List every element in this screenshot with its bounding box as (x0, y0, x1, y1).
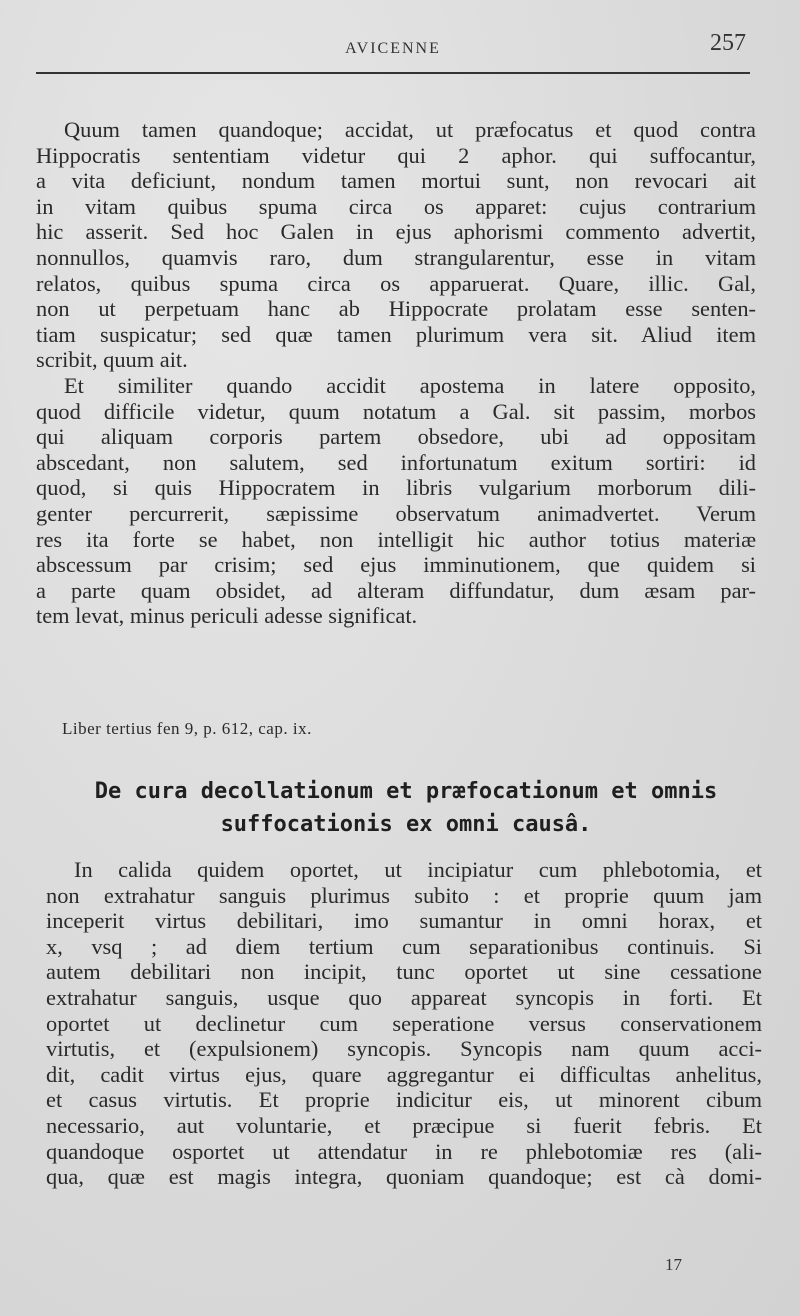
text-line: necessario, aut voluntarie, et præcipue si fuerit febris. Et (46, 1112, 762, 1138)
running-head: AVICENNE (345, 40, 441, 57)
text-line: nonnullos, quamvis raro, dum strangularentur, esse in vitam (36, 244, 756, 270)
text-line: inceperit virtus debilitari, imo sumantur in omni horax, et (46, 908, 762, 934)
text-line: tiam suspicatur; sed quæ tamen plurimum vera sit. Aliud item (36, 321, 756, 347)
text-line: virtutis, et (expulsionem) syncopis. Syncopis nam quum acci- (46, 1036, 762, 1062)
text-line: Hippocratis sententiam videtur qui 2 aphor. qui suffocantur, (36, 142, 756, 168)
section-title (36, 775, 776, 841)
source-citation: Liber tertius fen 9, p. 612, cap. ix. (62, 719, 312, 738)
body-text-top (36, 117, 756, 629)
text-line: extrahatur sanguis, usque quo appareat syncopis in forti. Et (46, 984, 762, 1010)
text-line: non extrahatur sanguis plurimus subito : et proprie quum jam (46, 882, 762, 908)
text-line: dit, cadit virtus ejus, quare aggregantur ei difficultas anhelitus, (46, 1061, 762, 1087)
text-line: et casus virtutis. Et proprie indicitur eis, ut minorent cibum (46, 1087, 762, 1113)
section-title-line-1: De cura decollationum et præfocationum et omnis (94, 779, 718, 804)
paragraph-2 (36, 373, 756, 629)
text-line: abscedant, non salutem, sed infortunatum exitum sortiri: id (36, 449, 756, 475)
page-number: 257 (710, 30, 746, 56)
text-line: Quum tamen quandoque; accidat, ut præfocatus et quod contra (64, 117, 756, 142)
text-line: genter percurrerit, sæpissime observatum animadvertet. Verum (36, 500, 756, 526)
text-line: in vitam quibus spuma circa os apparet: cujus contrarium (36, 193, 756, 219)
signature-number: 17 (665, 1255, 682, 1274)
text-line: relatos, quibus spuma circa os apparuerat. Quare, illic. Gal, (36, 270, 756, 296)
text-line: scribit, quum ait. (36, 347, 188, 373)
text-line: qui aliquam corporis partem obsedore, ubi ad oppositam (36, 424, 756, 450)
text-line: non ut perpetuam hanc ab Hippocrate prolatam esse senten- (36, 296, 756, 322)
text-line: autem debilitari non incipit, tunc oportet ut sine cessatione (46, 959, 762, 985)
text-line: oportet ut declinetur cum seperatione versus conservationem (46, 1010, 762, 1036)
section-title-line-2: suffocationis ex omni causâ. (220, 812, 592, 837)
text-line: x, vsq ; ad diem tertium cum separationibus continuis. Si (46, 933, 762, 959)
body-text-bottom (46, 857, 762, 1190)
text-line: In calida quidem oportet, ut incipiatur cum phlebotomia, et (74, 857, 762, 882)
text-line: quod, si quis Hippocratem in libris vulgarium morborum dili- (36, 475, 756, 501)
page-header (36, 28, 750, 74)
text-line: tem levat, minus periculi adesse significat. (36, 603, 418, 629)
paragraph-3 (46, 857, 762, 1190)
text-line: res ita forte se habet, non intelligit hic author totius materiæ (36, 526, 756, 552)
text-line: a parte quam obsidet, ad alteram diffundatur, dum æsam par- (36, 577, 756, 603)
text-line: qua, quæ est magis integra, quoniam quandoque; est cà domi- (46, 1164, 762, 1190)
text-line: a vita deficiunt, nondum tamen mortui sunt, non revocari ait (36, 168, 756, 194)
text-line: abscessum par crisim; sed ejus imminutionem, que quidem si (36, 552, 756, 578)
text-line: quandoque osportet ut attendatur in re phlebotomiæ res (ali- (46, 1138, 762, 1164)
text-line: hic asserit. Sed hoc Galen in ejus aphorismi commento advertit, (36, 219, 756, 245)
paragraph-1 (36, 117, 756, 373)
text-line: Et similiter quando accidit apostema in latere opposito, (64, 372, 756, 398)
text-line: quod difficile videtur, quum notatum a Gal. sit passim, morbos (36, 398, 756, 424)
